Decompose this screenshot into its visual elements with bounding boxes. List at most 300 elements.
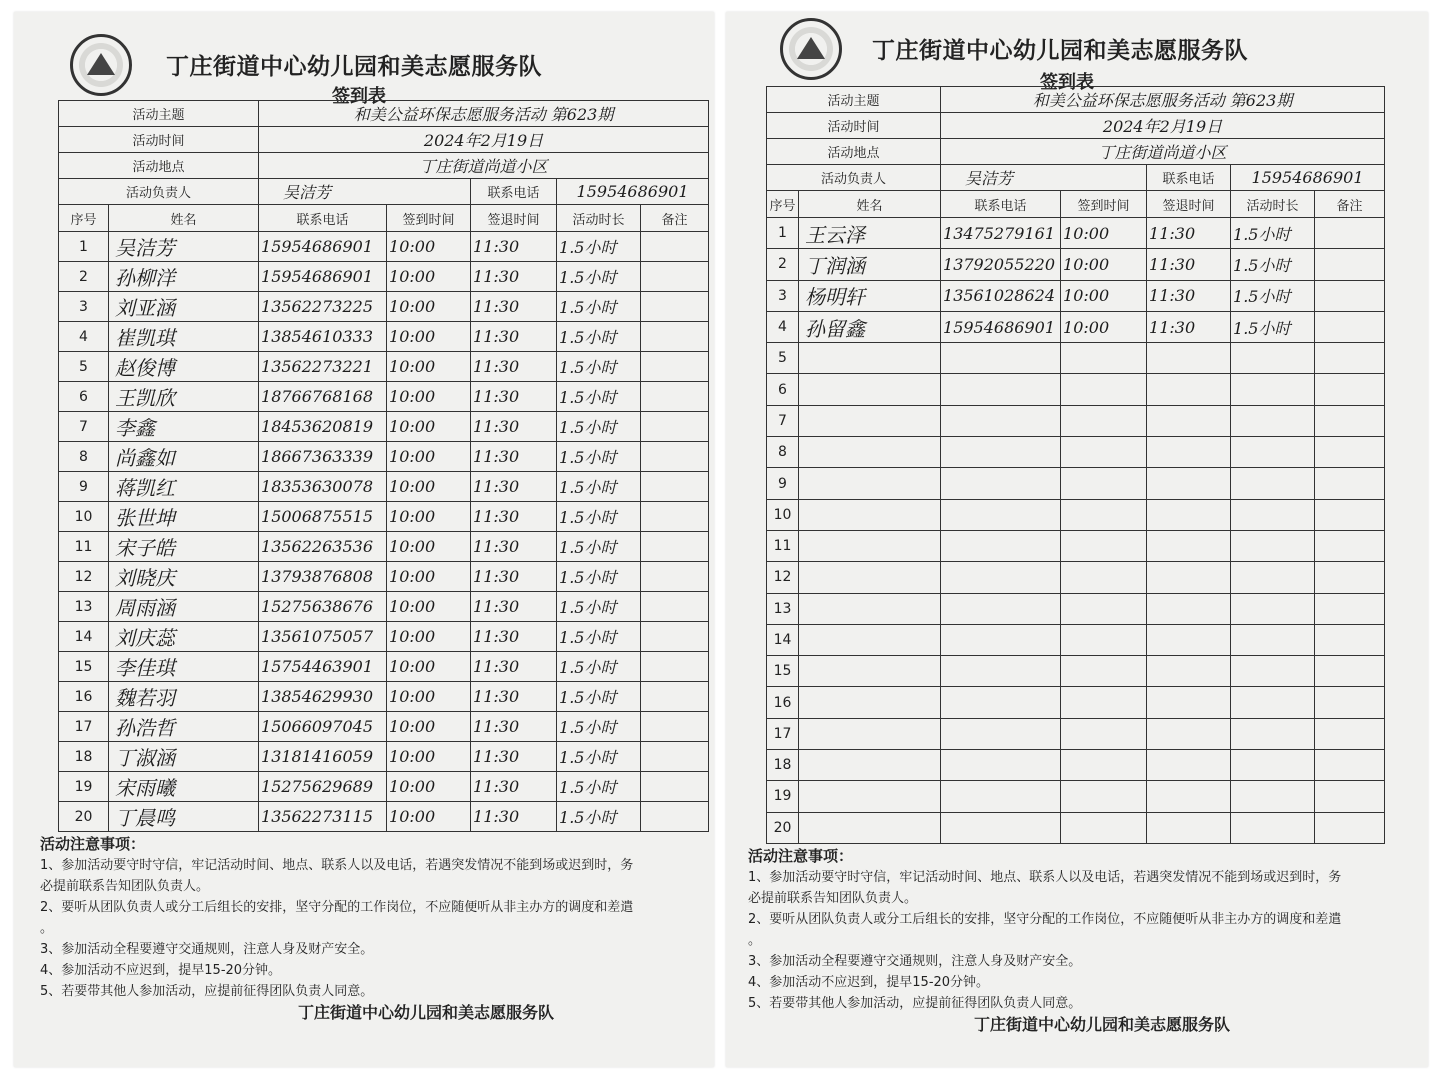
sign-in-time: 10:00 (387, 682, 471, 712)
sign-in-time (1061, 405, 1147, 436)
row-number: 4 (767, 311, 799, 342)
volunteer-name: 孙留鑫 (799, 311, 941, 342)
notes-title: 活动注意事项： (40, 835, 146, 853)
column-header: 备注 (1315, 191, 1385, 218)
row-number: 4 (59, 322, 109, 352)
table-row (59, 682, 709, 712)
column-header: 活动时长 (1231, 191, 1315, 218)
row-number: 6 (59, 382, 109, 412)
activity-duration: 1.5小时 (557, 592, 641, 622)
row-number: 20 (767, 812, 799, 843)
sign-out-time: 11:30 (471, 772, 557, 802)
activity-duration: 1.5小时 (557, 802, 641, 832)
sign-out-time (1147, 530, 1231, 561)
note-line: 5、若要带其他人参加活动，应提前征得团队负责人同意。 (40, 984, 374, 999)
column-header: 签到时间 (1061, 191, 1147, 218)
volunteer-phone: 18667363339 (259, 442, 387, 472)
activity-duration (1231, 687, 1315, 718)
volunteer-name: 孙柳洋 (109, 262, 259, 292)
sign-in-sheet-left (14, 12, 714, 1067)
volunteer-name (799, 405, 941, 436)
sign-in-time (1061, 593, 1147, 624)
row-number: 2 (59, 262, 109, 292)
volunteer-phone: 15954686901 (259, 262, 387, 292)
volunteer-name: 丁润涵 (799, 249, 941, 280)
activity-duration: 1.5小时 (557, 472, 641, 502)
sign-in-time: 10:00 (387, 652, 471, 682)
activity-duration (1231, 405, 1315, 436)
column-header: 签到时间 (387, 205, 471, 232)
sign-in-time: 10:00 (387, 772, 471, 802)
table-row (59, 262, 709, 292)
table-row (767, 593, 1385, 624)
table-row (767, 468, 1385, 499)
sign-in-time (1061, 718, 1147, 749)
sheet-header (14, 12, 714, 82)
row-number: 11 (767, 530, 799, 561)
note-line: 4、参加活动不应迟到，提早15-20分钟。 (748, 975, 990, 990)
activity-duration: 1.5小时 (1231, 311, 1315, 342)
table-row (767, 280, 1385, 311)
sign-in-sheet-right (726, 12, 1428, 1067)
volunteer-name: 王凯欣 (109, 382, 259, 412)
volunteer-name: 王云泽 (799, 218, 941, 249)
activity-notes (40, 834, 730, 1002)
activity-duration: 1.5小时 (557, 382, 641, 412)
note-line: 必提前联系告知团队负责人。 (40, 879, 210, 894)
sign-out-time (1147, 624, 1231, 655)
sign-out-time (1147, 593, 1231, 624)
activity-duration (1231, 624, 1315, 655)
info-row-leader (59, 179, 709, 205)
value-place: 丁庄街道尚道小区 (941, 139, 1385, 165)
sign-out-time: 11:30 (471, 652, 557, 682)
volunteer-phone: 13562263536 (259, 532, 387, 562)
table-row (767, 656, 1385, 687)
volunteer-phone (941, 781, 1061, 812)
volunteer-name (799, 687, 941, 718)
row-number: 8 (59, 442, 109, 472)
volunteer-name (799, 374, 941, 405)
activity-duration: 1.5小时 (557, 232, 641, 262)
volunteer-phone (941, 718, 1061, 749)
activity-duration: 1.5小时 (557, 532, 641, 562)
table-row (767, 218, 1385, 249)
table-row (59, 442, 709, 472)
remark (1315, 280, 1385, 311)
activity-duration: 1.5小时 (1231, 280, 1315, 311)
sign-out-time: 11:30 (471, 232, 557, 262)
row-number: 14 (767, 624, 799, 655)
remark (641, 622, 709, 652)
form-title: 签到表 (1040, 72, 1094, 93)
sign-out-time: 11:30 (1147, 218, 1231, 249)
sign-out-time: 11:30 (471, 262, 557, 292)
sign-out-time: 11:30 (471, 592, 557, 622)
sign-out-time (1147, 343, 1231, 374)
table-header-row (59, 205, 709, 232)
table-row (59, 322, 709, 352)
activity-duration: 1.5小时 (557, 412, 641, 442)
activity-duration: 1.5小时 (1231, 249, 1315, 280)
volunteer-name (799, 468, 941, 499)
volunteer-phone: 13793876808 (259, 562, 387, 592)
remark (641, 772, 709, 802)
row-number: 19 (59, 772, 109, 802)
volunteer-name: 吴洁芳 (109, 232, 259, 262)
activity-duration: 1.5小时 (557, 652, 641, 682)
sign-in-time: 10:00 (387, 412, 471, 442)
volunteer-phone (941, 437, 1061, 468)
activity-notes (748, 846, 1406, 1014)
info-row-time (767, 113, 1385, 139)
info-row-leader (767, 165, 1385, 191)
activity-duration: 1.5小时 (557, 352, 641, 382)
sign-out-time (1147, 468, 1231, 499)
row-number: 1 (767, 218, 799, 249)
volunteer-name: 丁淑涵 (109, 742, 259, 772)
volunteer-name: 宋雨曦 (109, 772, 259, 802)
remark (1315, 311, 1385, 342)
volunteer-name: 魏若羽 (109, 682, 259, 712)
label-leader: 活动负责人 (59, 179, 259, 205)
remark (641, 802, 709, 832)
table-row (767, 343, 1385, 374)
remark (1315, 593, 1385, 624)
table-row (767, 437, 1385, 468)
org-title: 丁庄街道中心幼儿园和美志愿服务队 (166, 54, 542, 80)
table-row (59, 472, 709, 502)
remark (641, 712, 709, 742)
sign-in-time: 10:00 (387, 292, 471, 322)
volunteer-name: 李佳琪 (109, 652, 259, 682)
row-number: 16 (767, 687, 799, 718)
remark (1315, 374, 1385, 405)
sign-in-time (1061, 812, 1147, 843)
row-number: 16 (59, 682, 109, 712)
table-row (767, 562, 1385, 593)
remark (641, 292, 709, 322)
value-time: 2024年2月19日 (259, 127, 709, 153)
label-phone: 联系电话 (1147, 165, 1231, 191)
volunteer-phone: 13181416059 (259, 742, 387, 772)
table-row (767, 812, 1385, 843)
column-header: 序号 (59, 205, 109, 232)
table-row (59, 742, 709, 772)
remark (641, 682, 709, 712)
remark (1315, 781, 1385, 812)
sign-in-time (1061, 374, 1147, 405)
activity-duration (1231, 718, 1315, 749)
column-header: 签退时间 (1147, 191, 1231, 218)
volunteer-phone (941, 499, 1061, 530)
row-number: 18 (59, 742, 109, 772)
row-number: 5 (59, 352, 109, 382)
activity-duration: 1.5小时 (557, 712, 641, 742)
sign-in-time (1061, 624, 1147, 655)
remark (641, 562, 709, 592)
row-number: 10 (59, 502, 109, 532)
table-row (59, 652, 709, 682)
volunteer-phone: 13854629930 (259, 682, 387, 712)
sign-in-time: 10:00 (387, 712, 471, 742)
label-topic: 活动主题 (59, 101, 259, 127)
activity-duration: 1.5小时 (557, 292, 641, 322)
activity-duration: 1.5小时 (557, 442, 641, 472)
label-place: 活动地点 (767, 139, 941, 165)
remark (1315, 530, 1385, 561)
remark (641, 742, 709, 772)
activity-duration (1231, 812, 1315, 843)
volunteer-phone (941, 624, 1061, 655)
column-header: 姓名 (109, 205, 259, 232)
volunteer-name: 赵俊博 (109, 352, 259, 382)
sign-out-time: 11:30 (471, 562, 557, 592)
footer-org-name: 丁庄街道中心幼儿园和美志愿服务队 (298, 1003, 555, 1022)
volunteer-phone: 13561075057 (259, 622, 387, 652)
info-row-time (59, 127, 709, 153)
table-row (767, 405, 1385, 436)
sign-in-time: 10:00 (387, 352, 471, 382)
sign-out-time: 11:30 (471, 502, 557, 532)
table-row (767, 311, 1385, 342)
volunteer-name: 周雨涵 (109, 592, 259, 622)
sign-out-time: 11:30 (471, 682, 557, 712)
org-title: 丁庄街道中心幼儿园和美志愿服务队 (872, 38, 1248, 64)
table-header-row (767, 191, 1385, 218)
activity-duration (1231, 656, 1315, 687)
label-place: 活动地点 (59, 153, 259, 179)
column-header: 联系电话 (941, 191, 1061, 218)
remark (1315, 343, 1385, 374)
remark (1315, 656, 1385, 687)
remark (641, 652, 709, 682)
value-leader: 吴洁芳 (941, 165, 1147, 191)
table-row (59, 232, 709, 262)
sign-out-time (1147, 812, 1231, 843)
table-row (59, 502, 709, 532)
row-number: 17 (59, 712, 109, 742)
sign-out-time: 11:30 (471, 802, 557, 832)
notes-title: 活动注意事项： (748, 847, 854, 865)
row-number: 10 (767, 499, 799, 530)
note-line: 2、要听从团队负责人或分工后组长的安排，坚守分配的工作岗位，不应随便听从非主办方的调度和差遣 (40, 900, 634, 915)
sign-out-time: 11:30 (471, 382, 557, 412)
volunteer-phone (941, 530, 1061, 561)
sign-in-time: 10:00 (387, 322, 471, 352)
sign-in-time (1061, 499, 1147, 530)
volunteer-name (799, 343, 941, 374)
activity-duration (1231, 343, 1315, 374)
activity-duration: 1.5小时 (557, 682, 641, 712)
volunteer-name (799, 812, 941, 843)
volunteer-phone: 18766768168 (259, 382, 387, 412)
remark (641, 592, 709, 622)
activity-duration (1231, 562, 1315, 593)
sign-in-table (58, 100, 709, 832)
volunteer-name: 刘庆蕊 (109, 622, 259, 652)
volunteer-phone: 15954686901 (941, 311, 1061, 342)
value-phone: 15954686901 (1231, 165, 1385, 191)
note-line: 4、参加活动不应迟到，提早15-20分钟。 (40, 963, 282, 978)
remark (1315, 718, 1385, 749)
volunteer-phone: 13475279161 (941, 218, 1061, 249)
activity-duration (1231, 781, 1315, 812)
note-line: 。 (748, 933, 762, 948)
value-topic: 和美公益环保志愿服务活动 第623期 (941, 87, 1385, 113)
column-header: 序号 (767, 191, 799, 218)
sign-in-time: 10:00 (387, 532, 471, 562)
label-time: 活动时间 (767, 113, 941, 139)
volunteer-phone (941, 562, 1061, 593)
table-row (59, 772, 709, 802)
table-row (59, 532, 709, 562)
volunteer-name (799, 499, 941, 530)
sign-out-time (1147, 718, 1231, 749)
table-row (59, 382, 709, 412)
column-header: 联系电话 (259, 205, 387, 232)
value-phone: 15954686901 (557, 179, 709, 205)
sign-out-time: 11:30 (471, 442, 557, 472)
remark (1315, 499, 1385, 530)
remark (1315, 437, 1385, 468)
remark (1315, 468, 1385, 499)
sign-in-time: 10:00 (1061, 311, 1147, 342)
volunteer-name: 孙浩哲 (109, 712, 259, 742)
sign-out-time (1147, 781, 1231, 812)
volunteer-phone (941, 405, 1061, 436)
form-title: 签到表 (332, 86, 386, 107)
volunteer-name (799, 437, 941, 468)
sign-out-time (1147, 437, 1231, 468)
remark (1315, 624, 1385, 655)
activity-duration (1231, 468, 1315, 499)
volunteer-phone: 18353630078 (259, 472, 387, 502)
sign-in-time (1061, 468, 1147, 499)
sign-in-time (1061, 530, 1147, 561)
table-row (767, 781, 1385, 812)
remark (1315, 812, 1385, 843)
note-line: 5、若要带其他人参加活动，应提前征得团队负责人同意。 (748, 996, 1082, 1011)
volunteer-phone (941, 468, 1061, 499)
column-header: 活动时长 (557, 205, 641, 232)
sign-out-time: 11:30 (1147, 249, 1231, 280)
sign-in-time: 10:00 (387, 502, 471, 532)
activity-duration (1231, 530, 1315, 561)
volunteer-name (799, 562, 941, 593)
column-header: 备注 (641, 205, 709, 232)
volunteer-name (799, 624, 941, 655)
table-row (767, 750, 1385, 781)
note-line: 1、参加活动要守时守信，牢记活动时间、地点、联系人以及电话，若遇突发情况不能到场或迟到时，务 (40, 858, 634, 873)
table-row (59, 592, 709, 622)
remark (641, 472, 709, 502)
sign-out-time (1147, 687, 1231, 718)
sign-out-time: 11:30 (471, 622, 557, 652)
volunteer-name: 刘亚涵 (109, 292, 259, 322)
table-row (767, 249, 1385, 280)
row-number: 17 (767, 718, 799, 749)
table-row (767, 499, 1385, 530)
table-row (767, 624, 1385, 655)
remark (641, 502, 709, 532)
row-number: 19 (767, 781, 799, 812)
activity-duration: 1.5小时 (557, 562, 641, 592)
sign-in-time (1061, 781, 1147, 812)
volunteer-phone: 15066097045 (259, 712, 387, 742)
volunteer-name: 李鑫 (109, 412, 259, 442)
column-header: 姓名 (799, 191, 941, 218)
row-number: 7 (59, 412, 109, 442)
sign-in-time (1061, 343, 1147, 374)
volunteer-name: 崔凯琪 (109, 322, 259, 352)
sign-out-time: 11:30 (471, 742, 557, 772)
row-number: 9 (767, 468, 799, 499)
sign-out-time: 11:30 (471, 712, 557, 742)
table-row (767, 374, 1385, 405)
sign-in-time: 10:00 (387, 562, 471, 592)
note-line: 。 (40, 921, 54, 936)
activity-duration (1231, 750, 1315, 781)
volunteer-phone: 18453620819 (259, 412, 387, 442)
sign-in-time: 10:00 (1061, 280, 1147, 311)
volunteer-name: 蒋凯红 (109, 472, 259, 502)
row-number: 13 (767, 593, 799, 624)
sign-in-time (1061, 562, 1147, 593)
volunteer-name (799, 593, 941, 624)
volunteer-phone: 15006875515 (259, 502, 387, 532)
volunteer-name (799, 530, 941, 561)
activity-duration (1231, 499, 1315, 530)
volunteer-name (799, 718, 941, 749)
remark (641, 382, 709, 412)
volunteer-name: 丁晨鸣 (109, 802, 259, 832)
activity-duration (1231, 437, 1315, 468)
sign-out-time (1147, 562, 1231, 593)
volunteer-phone: 15275629689 (259, 772, 387, 802)
volunteer-phone: 15954686901 (259, 232, 387, 262)
remark (641, 412, 709, 442)
sign-in-time: 10:00 (387, 442, 471, 472)
volunteer-phone (941, 593, 1061, 624)
row-number: 2 (767, 249, 799, 280)
label-phone: 联系电话 (471, 179, 557, 205)
note-line: 必提前联系告知团队负责人。 (748, 891, 918, 906)
table-row (59, 712, 709, 742)
sign-out-time (1147, 499, 1231, 530)
activity-duration: 1.5小时 (557, 262, 641, 292)
row-number: 20 (59, 802, 109, 832)
info-row-place (59, 153, 709, 179)
row-number: 1 (59, 232, 109, 262)
row-number: 3 (767, 280, 799, 311)
info-row-topic (767, 87, 1385, 113)
note-line: 1、参加活动要守时守信，牢记活动时间、地点、联系人以及电话，若遇突发情况不能到场或迟到时，务 (748, 870, 1342, 885)
note-line: 3、参加活动全程要遵守交通规则，注意人身及财产安全。 (40, 942, 374, 957)
sign-in-time (1061, 750, 1147, 781)
sign-in-time: 10:00 (387, 622, 471, 652)
sign-in-time: 10:00 (387, 472, 471, 502)
volunteer-phone (941, 374, 1061, 405)
volunteer-phone: 13562273225 (259, 292, 387, 322)
row-number: 11 (59, 532, 109, 562)
volunteer-phone (941, 812, 1061, 843)
remark (1315, 562, 1385, 593)
volunteer-phone: 13562273221 (259, 352, 387, 382)
row-number: 18 (767, 750, 799, 781)
sign-out-time (1147, 405, 1231, 436)
remark (1315, 687, 1385, 718)
